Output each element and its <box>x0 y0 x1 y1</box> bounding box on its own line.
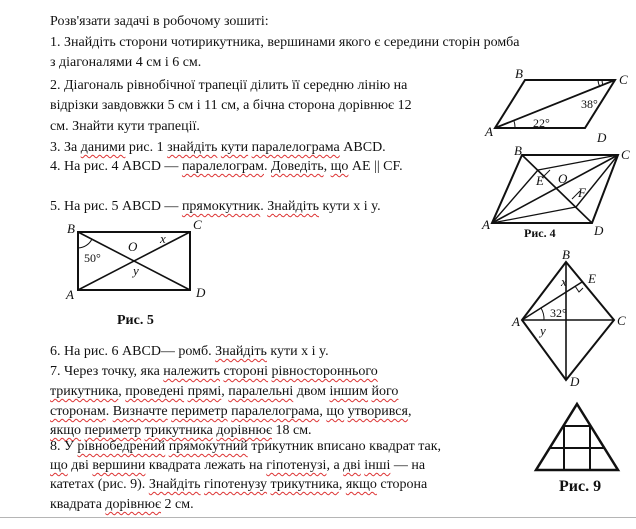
fig5-label-c: C <box>193 217 202 232</box>
task-6: 6. На рис. 6 ABCD— ромб. Знайдіть кути x і y. <box>50 344 329 359</box>
fig5-label-a: A <box>66 287 74 302</box>
task-7-line-3: сторонам. Визначте периметр паралелограма, що утворився, <box>50 404 412 419</box>
fig1-label-c: C <box>619 72 628 87</box>
task-8-line-3: катетах (рис. 9). Знайдіть гіпотенузу трикутника, якщо сторона <box>50 477 428 492</box>
fig6-label-y: y <box>540 323 546 338</box>
task-2-line-1: 2. Діагональ рівнобічної трапеції ділить її середню лінію на <box>50 78 408 93</box>
fig1-label-d: D <box>597 130 607 145</box>
task-7-line-2: трикутника, проведені прямі, паралельні двом іншим його <box>50 384 399 399</box>
figure-6-rhombus <box>508 246 636 391</box>
fig6-label-d: D <box>570 374 580 389</box>
figure-4-caption: Рис. 4 <box>524 226 556 240</box>
fig5-label-d: D <box>196 285 206 300</box>
fig6-angle: 32° <box>550 306 567 320</box>
fig5-label-y: y <box>133 263 139 278</box>
fig6-label-a: A <box>512 314 520 329</box>
fig6-label-x: x <box>561 274 567 289</box>
task-8-line-1: 8. У рівнобедрений прямокутний трикутник вписано квадрат так, <box>50 439 442 454</box>
task-2-line-3: см. Знайти кути трапеції. <box>50 119 200 134</box>
fig4-label-b: B <box>514 143 522 158</box>
task-8-line-4: квадрата дорівнює 2 см. <box>50 497 194 512</box>
task-7-line-4: якщо периметр трикутника дорівнює 18 см. <box>50 423 312 438</box>
fig1-angle-a: 22° <box>533 116 550 130</box>
task-1-line-2: з діагоналями 4 см і 6 см. <box>50 55 202 70</box>
figure-1-parallelogram <box>485 66 635 146</box>
fig4-label-f: F <box>578 185 586 200</box>
fig4-label-o: O <box>558 171 568 186</box>
fig5-angle: 50° <box>84 251 101 265</box>
page-bottom-rule <box>0 517 636 518</box>
fig4-label-e: E <box>536 173 544 188</box>
fig5-label-o: O <box>128 239 138 254</box>
fig1-angle-c: 38° <box>581 97 598 111</box>
fig6-label-e: E <box>588 271 596 286</box>
fig1-label-b: B <box>515 66 523 81</box>
fig6-label-c: C <box>617 313 626 328</box>
figure-9-triangle-square <box>534 400 624 475</box>
task-5: 5. На рис. 5 ABCD — прямокутник. Знайдіть кути x і y. <box>50 199 381 214</box>
figure-9-caption: Рис. 9 <box>559 478 602 495</box>
figure-5-rectangle <box>64 217 212 307</box>
page-heading: Розв'язати задачі в робочому зошиті: <box>50 14 269 29</box>
task-7-line-1: 7. Через точку, яка належить стороні рівностороннього <box>50 364 378 379</box>
figure-4-parallelogram <box>480 145 636 240</box>
task-4: 4. На рис. 4 ABCD — паралелограм. Доведіть, що AE || CF. <box>50 159 403 174</box>
task-8-line-2: що дві вершини квадрата лежать на гіпотенузі, а дві інші — на <box>50 458 426 473</box>
task-3: 3. За даними рис. 1 знайдіть кути паралелограма ABCD. <box>50 140 386 155</box>
figure-5-caption: Рис. 5 <box>117 313 154 328</box>
task-1-line-1: 1. Знайдіть сторони чотирикутника, вершинами якого є середини сторін ромба <box>50 35 520 50</box>
task-2-line-2: відрізки завдовжки 5 см і 11 см, а бічна сторона дорівнює 12 <box>50 98 412 113</box>
fig4-label-d: D <box>594 223 604 238</box>
fig5-label-x: x <box>160 231 166 246</box>
fig1-label-a: A <box>485 124 493 139</box>
fig5-label-b: B <box>67 221 75 236</box>
fig4-label-c: C <box>621 147 630 162</box>
fig4-label-a: A <box>482 217 490 232</box>
fig6-label-b: B <box>562 247 570 262</box>
